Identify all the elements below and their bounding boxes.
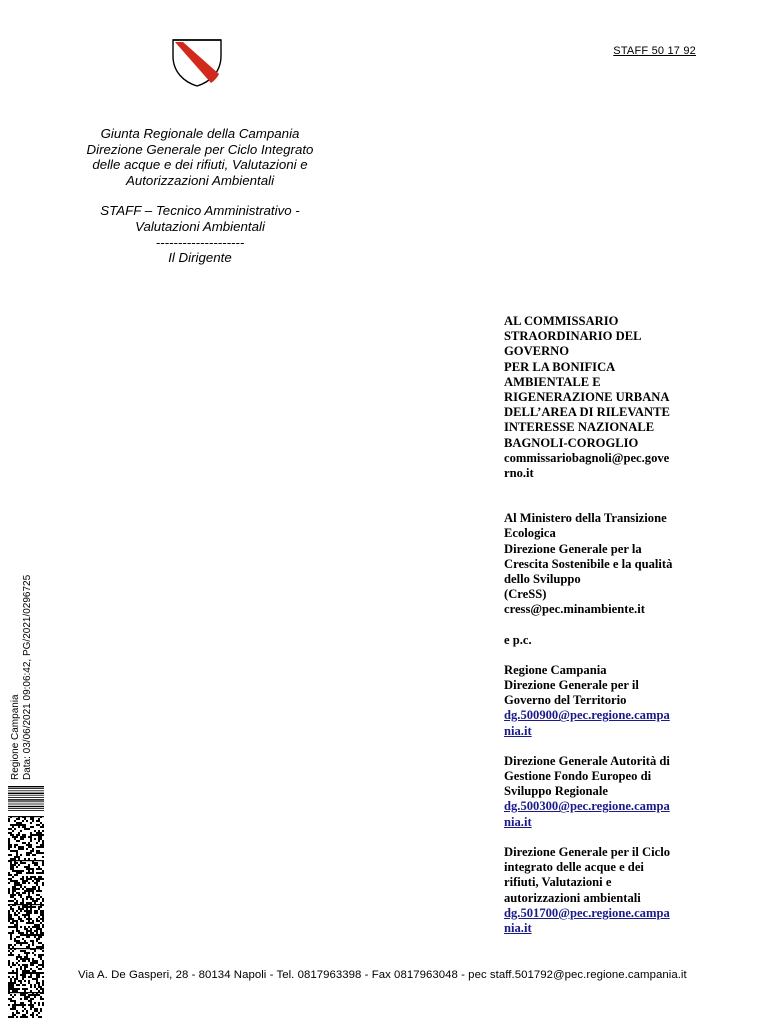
- recipient-ciclo-integrato: [504, 845, 702, 936]
- recipient-ministero: [504, 511, 702, 617]
- recipient-line: autorizzazioni ambientali: [504, 890, 641, 905]
- recipient-line: (CreSS): [504, 587, 547, 602]
- recipient-commissario: [504, 314, 702, 481]
- recipient-line: Regione Campania: [504, 662, 607, 677]
- recipient-line: Direzione Generale Autorità di: [504, 753, 670, 768]
- recipient-line: AMBIENTALE E: [504, 374, 601, 389]
- office-line: STAFF – Tecnico Amministrativo -: [100, 203, 300, 219]
- datamatrix-barcode-icon: [8, 786, 44, 1018]
- recipient-line: integrato delle acque e dei: [504, 860, 644, 875]
- regione-campania-emblem-icon: [170, 38, 224, 88]
- footer-address: Via A. De Gasperi, 28 - 80134 Napoli - Tel. 0817963398 - Fax 0817963048 - pec staff.501792@pec.regione.campania.it: [78, 969, 687, 981]
- recipient-line: Direzione Generale per il Ciclo: [504, 844, 671, 859]
- recipient-line: BAGNOLI-COROGLIO: [504, 435, 639, 450]
- recipient-line: dello Sviluppo: [504, 572, 581, 587]
- recipient-line: Direzione Generale per la: [504, 541, 642, 556]
- email-link[interactable]: nia.it: [504, 723, 532, 738]
- recipient-fondo-europeo: [504, 754, 702, 830]
- epc-text: e p.c.: [504, 632, 532, 647]
- recipient-email: rno.it: [504, 466, 534, 481]
- recipients-column: [504, 314, 702, 936]
- recipient-line: GOVERNO: [504, 344, 570, 359]
- recipient-line: rifiuti, Valutazioni e: [504, 875, 612, 890]
- recipient-line: INTERESSE NAZIONALE: [504, 420, 655, 435]
- epc-label: [504, 633, 702, 648]
- email-link[interactable]: nia.it: [504, 920, 532, 935]
- email-link[interactable]: dg.500300@pec.regione.campa: [504, 799, 670, 814]
- recipient-line: STRAORDINARIO DEL: [504, 329, 642, 344]
- sender-line: Autorizzazioni Ambientali: [125, 172, 275, 188]
- recipient-line: AL COMMISSARIO: [504, 314, 619, 328]
- signature-title: Il Dirigente: [168, 250, 232, 266]
- recipient-line: Sviluppo Regionale: [504, 784, 608, 799]
- recipient-line: PER LA BONIFICA: [504, 359, 616, 374]
- recipient-email: commissariobagnoli@pec.gove: [504, 450, 670, 465]
- recipient-regione-territorio: [504, 663, 702, 739]
- protocol-stamp: [10, 574, 50, 780]
- recipient-line: Ecologica: [504, 526, 556, 541]
- protocol-line: Data: 03/06/2021 09:06:42, PG/2021/0296725: [22, 574, 33, 780]
- email-link[interactable]: nia.it: [504, 814, 532, 829]
- recipient-line: RIGENERAZIONE URBANA: [504, 390, 670, 405]
- sender-line: delle acque e dei rifiuti, Valutazioni e: [92, 157, 308, 173]
- email-link[interactable]: dg.500900@pec.regione.campa: [504, 708, 670, 723]
- staff-protocol-code: STAFF 50 17 92: [613, 45, 696, 57]
- email-link[interactable]: dg.501700@pec.regione.campa: [504, 905, 670, 920]
- recipient-line: DELL’AREA DI RILEVANTE: [504, 405, 670, 420]
- sender-line: Giunta Regionale della Campania: [100, 126, 300, 141]
- recipient-email: cress@pec.minambiente.it: [504, 602, 645, 617]
- sender-divider: --------------------: [155, 234, 245, 250]
- recipient-line: Al Ministero della Transizione: [504, 511, 667, 526]
- recipient-line: Governo del Territorio: [504, 693, 627, 708]
- recipient-line: Direzione Generale per il: [504, 678, 639, 693]
- sender-block: [70, 126, 330, 266]
- protocol-line: Regione Campania: [10, 694, 21, 780]
- office-line: Valutazioni Ambientali: [135, 218, 265, 234]
- recipient-line: Gestione Fondo Europeo di: [504, 769, 652, 784]
- recipient-line: Crescita Sostenibile e la qualità: [504, 556, 673, 571]
- sender-line: Direzione Generale per Ciclo Integrato: [86, 141, 314, 157]
